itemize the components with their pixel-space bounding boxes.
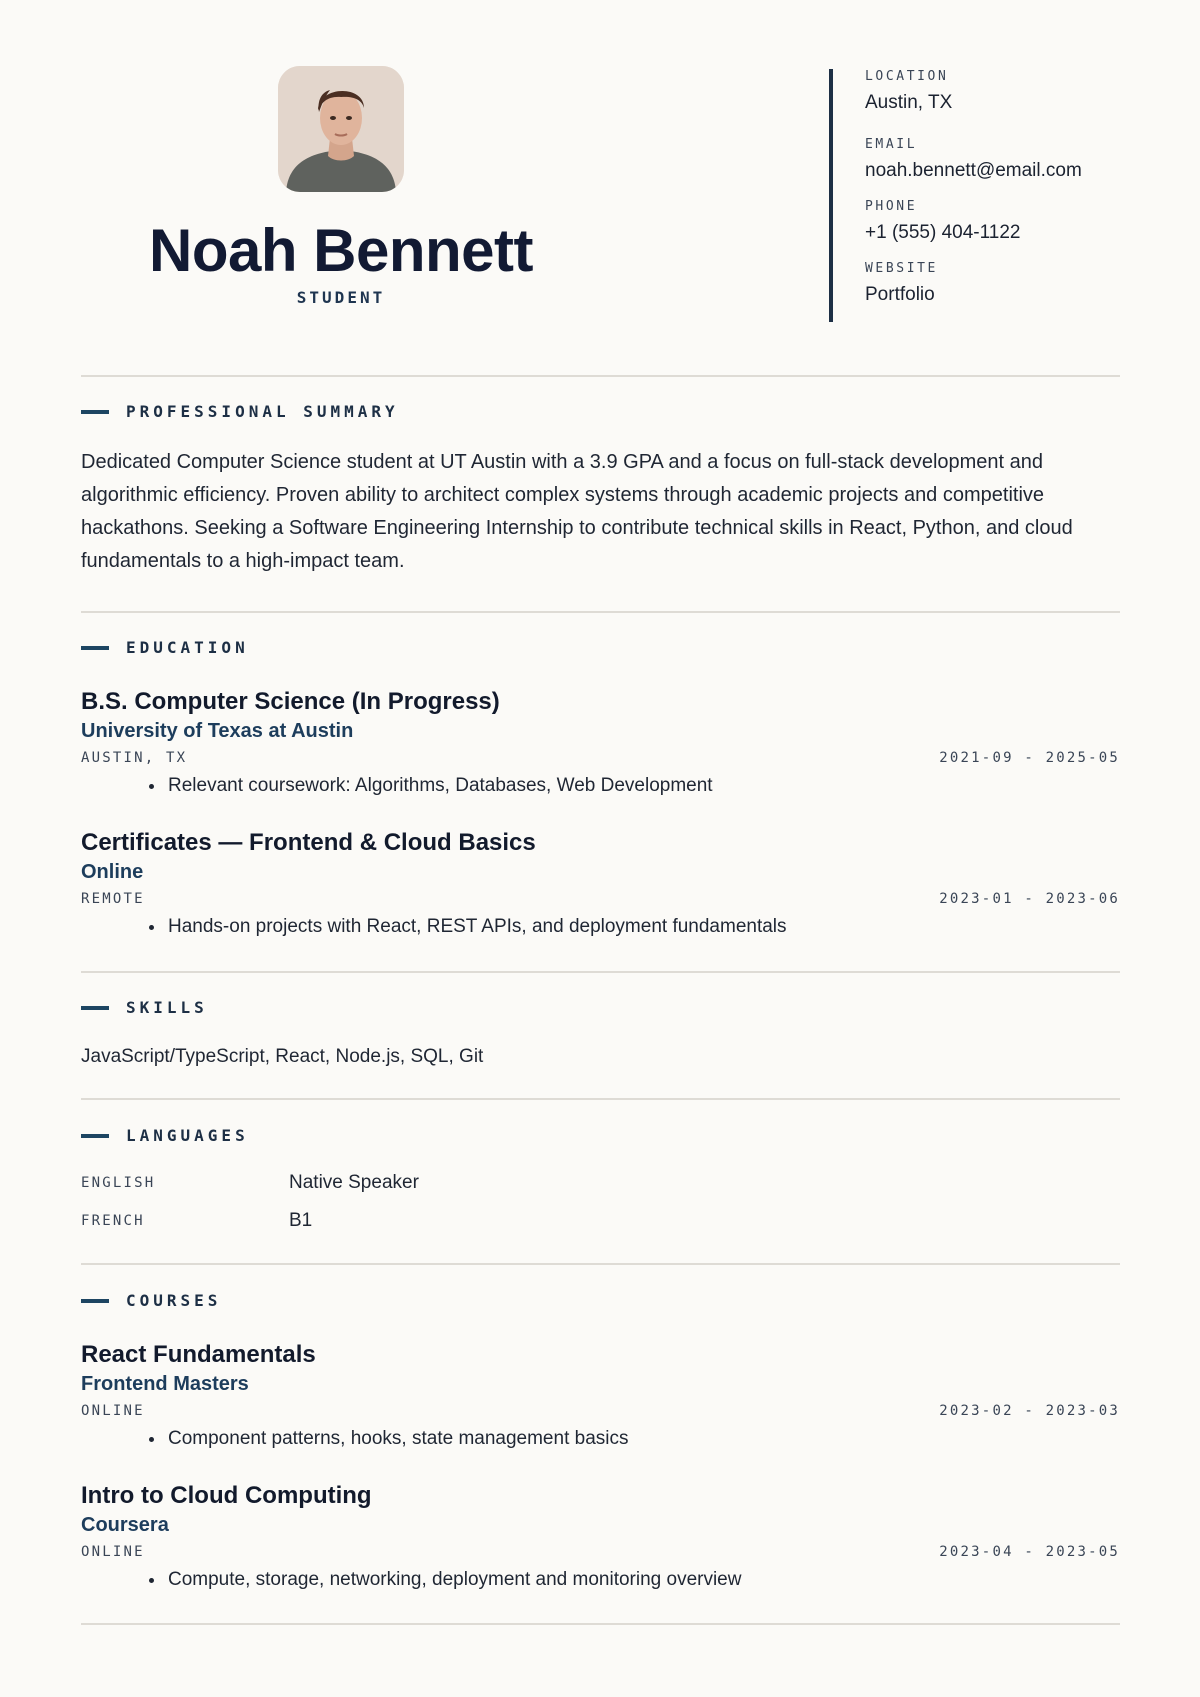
section-divider bbox=[81, 1623, 1120, 1625]
entry-bullets bbox=[81, 1567, 1120, 1593]
entry-location: AUSTIN, TX bbox=[81, 750, 188, 766]
entry-dates: 2023-02 - 2023-03 bbox=[939, 1403, 1120, 1419]
section-divider bbox=[81, 611, 1120, 613]
section-divider bbox=[81, 971, 1120, 973]
language-level: B1 bbox=[289, 1210, 313, 1231]
section-title-courses bbox=[81, 1291, 221, 1310]
bullet-item: • Relevant coursework: Algorithms, Databases, Web Development bbox=[166, 773, 1120, 799]
entry-dates: 2023-01 - 2023-06 bbox=[939, 891, 1120, 907]
entry-meta bbox=[81, 1401, 1120, 1421]
entry-org: Online bbox=[81, 861, 144, 883]
section-dash-icon bbox=[81, 410, 109, 414]
contact-value[interactable]: +1 (555) 404-1122 bbox=[865, 222, 1021, 243]
avatar-portrait bbox=[278, 66, 404, 192]
section-dash-icon bbox=[81, 646, 109, 650]
contact-value: Austin, TX bbox=[865, 92, 953, 113]
entry-org: University of Texas at Austin bbox=[81, 720, 354, 742]
section-title-languages bbox=[81, 1126, 249, 1145]
section-divider bbox=[81, 1263, 1120, 1265]
entry-dates: 2023-04 - 2023-05 bbox=[939, 1544, 1120, 1560]
section-divider bbox=[81, 375, 1120, 377]
contact-website bbox=[865, 261, 1115, 307]
entry-org: Coursera bbox=[81, 1514, 169, 1536]
section-dash-icon bbox=[81, 1006, 109, 1010]
section-title-skills bbox=[81, 998, 208, 1017]
course-entry bbox=[81, 1341, 1120, 1452]
section-title-text: SKILLS bbox=[126, 998, 208, 1017]
section-title-summary bbox=[81, 402, 399, 421]
website-link[interactable]: Portfolio bbox=[865, 284, 935, 305]
entry-meta bbox=[81, 1542, 1120, 1562]
entry-bullets bbox=[81, 1426, 1120, 1452]
resume-page bbox=[81, 0, 1120, 1697]
contact-label: EMAIL bbox=[865, 137, 918, 152]
entry-location: ONLINE bbox=[81, 1403, 145, 1419]
section-title-text: PROFESSIONAL SUMMARY bbox=[126, 402, 399, 421]
contact-panel bbox=[829, 69, 1115, 322]
summary-text: Dedicated Computer Science student at UT Austin with a 3.9 GPA and a focus on full-stack development and algorithmic efficiency. Proven ability to architect complex systems through academic projects and competitive hackathons. Seeking a Software Engineering Internship to contribute technical skills in React, Python, and cloud fundamentals to a high-impact team. bbox=[81, 451, 1073, 572]
education-entry bbox=[81, 829, 1120, 940]
section-dash-icon bbox=[81, 1299, 109, 1303]
section-divider bbox=[81, 1098, 1120, 1100]
bullet-item: • Hands-on projects with React, REST APIs, and deployment fundamentals bbox=[166, 914, 1120, 940]
entry-title: Intro to Cloud Computing bbox=[81, 1482, 372, 1509]
language-name: FRENCH bbox=[81, 1213, 145, 1229]
section-title-education bbox=[81, 638, 249, 657]
entry-location: REMOTE bbox=[81, 891, 145, 907]
entry-title: React Fundamentals bbox=[81, 1341, 316, 1368]
language-name: ENGLISH bbox=[81, 1175, 156, 1191]
entry-meta bbox=[81, 889, 1120, 909]
section-title-text: EDUCATION bbox=[126, 638, 249, 657]
contact-phone bbox=[865, 199, 1115, 245]
entry-title: Certificates — Frontend & Cloud Basics bbox=[81, 829, 536, 856]
entry-bullets bbox=[81, 914, 1120, 940]
language-level: Native Speaker bbox=[289, 1172, 419, 1193]
skills-text: JavaScript/TypeScript, React, Node.js, SQL, Git bbox=[81, 1046, 484, 1067]
language-row bbox=[81, 1210, 681, 1232]
candidate-role: STUDENT bbox=[296, 288, 386, 307]
profile-photo bbox=[278, 66, 404, 192]
bullet-item: • Compute, storage, networking, deployment and monitoring overview bbox=[166, 1567, 1120, 1593]
section-title-text: LANGUAGES bbox=[126, 1126, 249, 1145]
section-dash-icon bbox=[81, 1134, 109, 1138]
education-entry bbox=[81, 688, 1120, 799]
language-row bbox=[81, 1172, 681, 1194]
contact-email bbox=[865, 137, 1115, 183]
entry-meta bbox=[81, 748, 1120, 768]
section-title-text: COURSES bbox=[126, 1291, 222, 1310]
entry-location: ONLINE bbox=[81, 1544, 145, 1560]
identity-block bbox=[141, 66, 541, 307]
course-entry bbox=[81, 1482, 1120, 1593]
entry-dates: 2021-09 - 2025-05 bbox=[939, 750, 1120, 766]
resume-header bbox=[81, 0, 1120, 340]
entry-bullets bbox=[81, 773, 1120, 799]
entry-org: Frontend Masters bbox=[81, 1373, 249, 1395]
contact-label: LOCATION bbox=[865, 69, 949, 84]
contact-location bbox=[865, 69, 1115, 115]
contact-label: PHONE bbox=[865, 199, 918, 214]
contact-label: WEBSITE bbox=[865, 261, 938, 276]
entry-title: B.S. Computer Science (In Progress) bbox=[81, 688, 500, 715]
bullet-item: • Component patterns, hooks, state management basics bbox=[166, 1426, 1120, 1452]
candidate-name: Noah Bennett bbox=[149, 217, 533, 284]
contact-value[interactable]: noah.bennett@email.com bbox=[865, 160, 1082, 181]
